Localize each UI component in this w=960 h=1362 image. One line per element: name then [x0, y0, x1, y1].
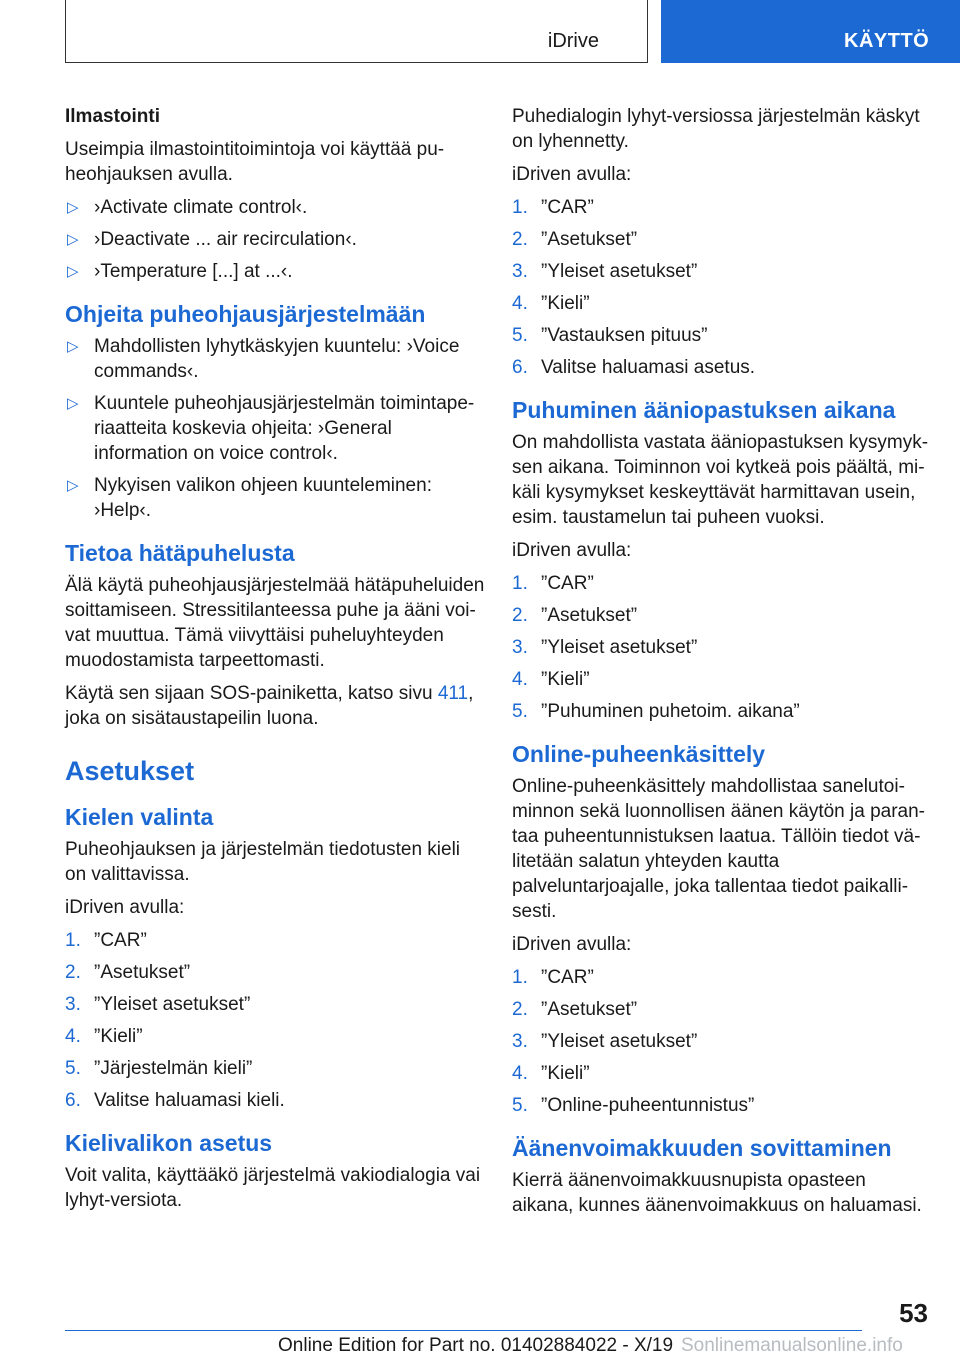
online-steps [512, 965, 932, 1118]
list-item: 4. ”Kieli” [512, 669, 590, 690]
list-item: 5. ”Järjestelmän kieli” [65, 1058, 253, 1079]
puhuminen-text: On mahdollista vastata ääniopastuksen kysymyk-sen aikana. Toiminnon voi kytkeä pois päältä, mi-käli kysymykset keskeyttävät harmittavan usein, esim. taustamelun tai puheen vuoksi. [512, 432, 929, 528]
triangle-bullet-icon: ▷ [67, 395, 79, 412]
list-item: ▷ ›Deactivate ... air recirculation‹. [67, 229, 357, 250]
triangle-bullet-icon: ▷ [67, 231, 79, 248]
kielen-text: Puheohjauksen ja järjestelmän tiedotusten kieli on valittavissa. [65, 839, 461, 885]
list-item: 1. ”CAR” [512, 197, 594, 218]
list-item: 4. ”Kieli” [512, 293, 590, 314]
list-item: 4. ”Kieli” [512, 1063, 590, 1084]
header-section-box [65, 0, 648, 63]
list-item: 2. ”Asetukset” [512, 605, 638, 626]
intro-text: Puhedialogin lyhyt-versiossa järjestelmän käskyt on lyhennetty. [512, 106, 920, 152]
kielen-idrive: iDriven avulla: [65, 897, 185, 918]
intro-steps [512, 195, 932, 380]
online-heading: Online-puheenkäsittely [512, 741, 766, 767]
list-item: 3. ”Yleiset asetukset” [512, 1031, 698, 1052]
list-item: 6. Valitse haluamasi kieli. [65, 1090, 285, 1111]
triangle-bullet-icon: ▷ [67, 338, 79, 355]
header-chapter-title: KÄYTTÖ [844, 30, 930, 52]
list-item: 1. ”CAR” [512, 573, 594, 594]
footer-edition-text: Online Edition for Part no. 01402884022 - X/19 [278, 1335, 674, 1356]
list-item: 2. ”Asetukset” [65, 962, 191, 983]
triangle-bullet-icon: ▷ [67, 199, 79, 216]
online-text: Online-puheenkäsittely mahdollistaa sanelutoi-minnon sekä luonnollisen äänen käytön ja paran-taa puheentunnistuksen laatua. Tällöin tiedot vä-litetään salatun yhteyden kautta palveluntarjoajalle, joka tallentaa tiedot paikalli-sesti. [512, 776, 925, 922]
list-item: 5. ”Online-puheentunnistus” [512, 1095, 755, 1116]
aanen-heading: Äänenvoimakkuuden sovittaminen [512, 1135, 892, 1161]
ohjeita-list [65, 334, 485, 523]
puhuminen-idrive: iDriven avulla: [512, 540, 632, 561]
watermark: Sonlinemanualsonline.info [681, 1335, 903, 1356]
list-item: 5. ”Vastauksen pituus” [512, 325, 708, 346]
list-item: 3. ”Yleiset asetukset” [65, 994, 251, 1015]
tietoa-heading: Tietoa hätäpuhelusta [65, 540, 295, 566]
triangle-bullet-icon: ▷ [67, 263, 79, 280]
ilmastointi-text: Useimpia ilmastointitoimintoja voi käyttää pu-heohjauksen avulla. [65, 139, 445, 185]
list-item: ▷ ›Temperature [...] at ...‹. [67, 261, 293, 282]
list-item: 6. Valitse haluamasi asetus. [512, 357, 756, 378]
intro-idrive: iDriven avulla: [512, 164, 632, 185]
online-idrive: iDriven avulla: [512, 934, 632, 955]
puhuminen-heading: Puhuminen ääniopastuksen aikana [512, 397, 896, 423]
kielen-steps [65, 928, 485, 1113]
kielivalikon-text: Voit valita, käyttääkö järjestelmä vakiodialogia vai lyhyt-versiota. [65, 1165, 481, 1211]
right-column [512, 104, 932, 1226]
header-chapter-box [661, 0, 960, 63]
list-item: 5. ”Puhuminen puhetoim. aikana” [512, 701, 800, 722]
left-column [65, 104, 485, 1221]
list-item: ▷ ›Activate climate control‹. [67, 197, 308, 218]
ohjeita-heading: Ohjeita puheohjausjärjestelmään [65, 301, 426, 327]
list-item: 1. ”CAR” [512, 967, 594, 988]
list-item: 4. ”Kieli” [65, 1026, 143, 1047]
list-item: 2. ”Asetukset” [512, 999, 638, 1020]
list-item: 3. ”Yleiset asetukset” [512, 637, 698, 658]
ilmastointi-title: Ilmastointi [65, 106, 161, 127]
aanen-text: Kierrä äänenvoimakkuusnupista opasteen aikana, kunnes äänenvoimakkuus on haluamasi. [512, 1170, 922, 1216]
puhuminen-steps [512, 571, 932, 724]
list-item: 1. ”CAR” [65, 930, 147, 951]
tietoa-text: Älä käytä puheohjausjärjestelmää hätäpuheluiden soittamiseen. Stressitilanteessa puhe ja ääni voi-vat muuttua. Tämä viivyttäisi puheluyhteyden muodostamista tarpeettomasti. [65, 575, 485, 671]
kielivalikon-heading: Kielivalikon asetus [65, 1130, 273, 1156]
tietoa-sos-text: Käytä sen sijaan SOS-painiketta, katso sivu 411, joka on sisätaustapeilin luona. [65, 683, 474, 729]
triangle-bullet-icon: ▷ [67, 477, 79, 494]
ilmastointi-list [65, 195, 485, 284]
list-item: 2. ”Asetukset” [512, 229, 638, 250]
list-item: ▷ Mahdollisten lyhytkäskyjen kuuntelu: ›Voice commands‹. [67, 336, 460, 382]
kielen-heading: Kielen valinta [65, 804, 214, 830]
footer-divider [65, 1330, 862, 1331]
list-item: 3. ”Yleiset asetukset” [512, 261, 698, 282]
asetukset-heading: Asetukset [65, 756, 195, 786]
list-item: ▷ Kuuntele puheohjausjärjestelmän toimintape-riaatteita koskevia ohjeita: ›General information on voice control‹. [67, 393, 475, 464]
header-section-title: iDrive [547, 30, 599, 52]
page-number: 53 [899, 1298, 928, 1328]
list-item: ▷ Nykyisen valikon ohjeen kuunteleminen: ›Help‹. [67, 475, 432, 521]
page-link-411[interactable]: 411 [437, 683, 469, 704]
